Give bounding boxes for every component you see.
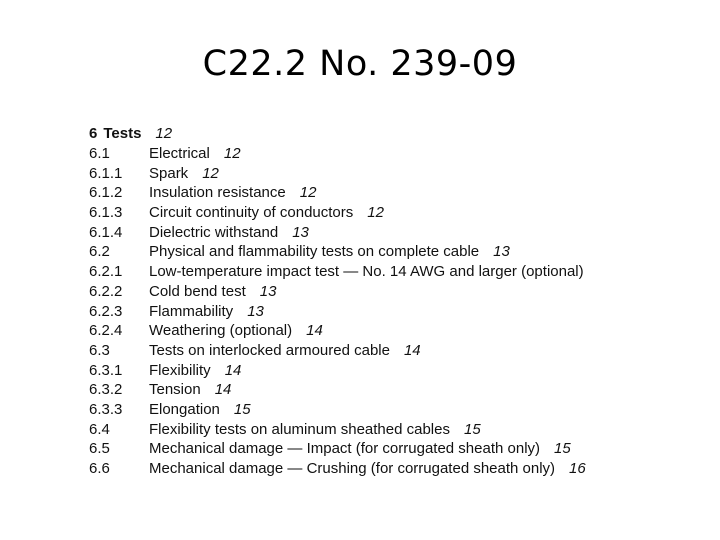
- toc-entry-list: [89, 144, 649, 479]
- toc-entry-label: Physical and flammability tests on complete cable: [149, 243, 480, 261]
- toc-entry-number: 6.2.1: [89, 263, 123, 281]
- toc-entry-number: 6.2.2: [89, 282, 123, 300]
- toc-entry-label: Flexibility: [149, 361, 211, 379]
- toc-entry-page: 15: [233, 400, 251, 418]
- toc-entry: [89, 439, 649, 459]
- table-of-contents: [89, 124, 649, 479]
- toc-entry-number: 6.2.4: [89, 322, 123, 340]
- toc-entry-number: 6.2.3: [89, 302, 123, 320]
- toc-entry: [89, 302, 649, 322]
- toc-heading-label: Tests: [103, 125, 142, 142]
- toc-entry-number: 6.3.3: [89, 400, 123, 418]
- toc-entry-page: 13: [259, 282, 277, 300]
- toc-entry-number: 6.6: [89, 460, 110, 477]
- toc-entry: [89, 223, 649, 243]
- toc-entry-number: 6.1.3: [89, 204, 123, 222]
- toc-entry-number: 6.3.1: [89, 361, 123, 379]
- toc-heading-number: 6: [89, 125, 98, 142]
- toc-entry: [89, 321, 649, 341]
- toc-entry-label: Insulation resistance: [149, 184, 286, 202]
- toc-entry-page: 14: [403, 341, 421, 359]
- toc-entry: [89, 282, 649, 302]
- toc-entry-page: 13: [247, 302, 264, 320]
- toc-section-heading: [89, 124, 649, 144]
- toc-entry-label: Flammability: [149, 302, 234, 320]
- toc-entry-page: 15: [463, 420, 481, 438]
- toc-entry: [89, 341, 649, 361]
- toc-entry-label: Low-temperature impact test — No. 14 AWG and larger (optional): [149, 263, 584, 281]
- toc-heading-page: 12: [155, 125, 173, 142]
- toc-entry-page: 15: [554, 440, 571, 458]
- toc-entry-number: 6.4: [89, 420, 110, 438]
- toc-entry-page: 14: [224, 361, 242, 379]
- toc-entry-label: Tension: [149, 381, 201, 399]
- toc-entry: [89, 183, 649, 203]
- toc-entry-label: Electrical: [149, 145, 210, 162]
- toc-entry-label: Dielectric withstand: [149, 223, 279, 241]
- toc-entry-page: 12: [202, 164, 219, 182]
- toc-entry: [89, 242, 649, 262]
- toc-entry: [89, 459, 649, 479]
- toc-entry-page: 16: [569, 460, 586, 477]
- toc-entry: [89, 262, 649, 282]
- toc-entry-number: 6.1.1: [89, 164, 123, 182]
- toc-entry: [89, 420, 649, 440]
- toc-entry-page: 12: [367, 204, 384, 222]
- toc-entry-label: Circuit continuity of conductors: [149, 204, 354, 222]
- toc-entry-page: 14: [214, 381, 232, 399]
- toc-entry-page: 12: [223, 145, 241, 162]
- toc-entry-label: Flexibility tests on aluminum sheathed cables: [149, 420, 450, 438]
- toc-entry: [89, 164, 649, 184]
- toc-entry-label: Spark: [149, 164, 189, 182]
- toc-entry-number: 6.1: [89, 145, 110, 162]
- toc-entry-number: 6.3: [89, 341, 110, 359]
- toc-entry: [89, 380, 649, 400]
- toc-entry-number: 6.2: [89, 243, 110, 261]
- page-title: C22.2 No. 239-09: [202, 44, 518, 84]
- toc-entry-number: 6.1.4: [89, 223, 123, 241]
- toc-entry: [89, 400, 649, 420]
- toc-entry: [89, 203, 649, 223]
- toc-entry-label: Elongation: [149, 400, 220, 418]
- toc-entry-page: 14: [306, 322, 323, 340]
- toc-entry: [89, 144, 649, 164]
- toc-entry-page: 13: [292, 223, 309, 241]
- toc-entry-label: Mechanical damage — Impact (for corrugated sheath only): [149, 440, 541, 458]
- toc-entry: [89, 361, 649, 381]
- toc-entry-page: 12: [299, 184, 317, 202]
- toc-entry-page: 13: [493, 243, 510, 261]
- toc-entry-label: Tests on interlocked armoured cable: [149, 341, 390, 359]
- toc-entry-label: Weathering (optional): [149, 322, 293, 340]
- toc-entry-label: Cold bend test: [149, 282, 246, 300]
- toc-entry-number: 6.3.2: [89, 381, 123, 399]
- toc-entry-number: 6.5: [89, 440, 110, 458]
- toc-entry-label: Mechanical damage — Crushing (for corrugated sheath only): [149, 460, 556, 477]
- toc-entry-number: 6.1.2: [89, 184, 123, 202]
